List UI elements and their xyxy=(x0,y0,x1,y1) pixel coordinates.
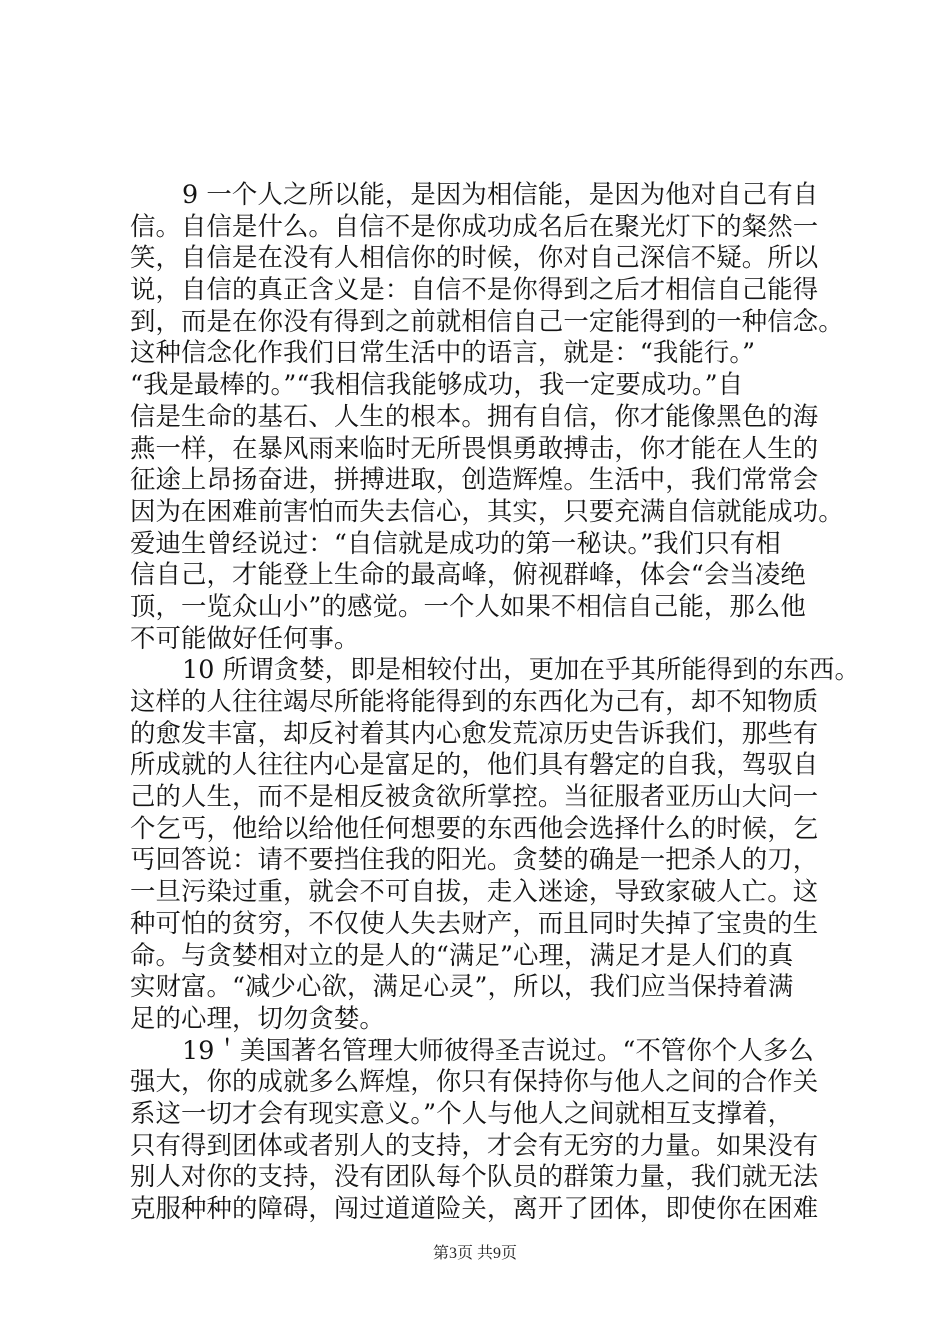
text-line: 不可能做好任何事。 xyxy=(130,622,360,653)
body-text xyxy=(130,179,910,1225)
text-line: 到，而是在你没有得到之前就相信自己一定能得到的一种信念。 xyxy=(130,305,844,336)
paragraph-greed xyxy=(130,654,910,1034)
text-line: 只有得到团体或者别人的支持，才会有无穷的力量。如果没有 xyxy=(130,1129,819,1160)
text-line: 的愈发丰富，却反衬着其内心愈发荒凉历史告诉我们，那些有 xyxy=(130,717,819,748)
text-line: 这种信念化作我们日常生活中的语言，就是：“我能行。” xyxy=(130,337,756,368)
text-line: 克服种种的障碍，闯过道道险关，离开了团体，即使你在困难 xyxy=(130,1193,819,1223)
text-line: 19＇美国著名管理大师彼得圣吉说过。“不管你个人多么 xyxy=(182,1034,814,1065)
text-line: 别人对你的支持，没有团队每个队员的群策力量，我们就无法 xyxy=(130,1161,819,1192)
page-number-footer: 第3页 共9页 xyxy=(432,1245,517,1262)
text-line: 因为在困难前害怕而失去信心，其实，只要充满自信就能成功。 xyxy=(130,495,844,526)
paragraph-confidence xyxy=(130,179,910,654)
text-line: 10 所谓贪婪，即是相较付出，更加在乎其所能得到的东西。 xyxy=(182,654,860,685)
text-line: 说，自信的真正含义是：自信不是你得到之后才相信自己能得 xyxy=(130,274,819,305)
paragraph-teamwork xyxy=(130,1035,910,1225)
text-line: 种可怕的贫穷，不仅使人失去财产，而且同时失掉了宝贵的生 xyxy=(130,907,819,938)
text-line: 个乞丐，他给以给他任何想要的东西他会选择什么的时候，乞 xyxy=(130,812,819,843)
text-line: 信自己，才能登上生命的最高峰，俯视群峰，体会“会当凌绝 xyxy=(130,559,806,590)
text-line: 燕一样，在暴风雨来临时无所畏惧勇敢搏击，你才能在人生的 xyxy=(130,432,819,463)
text-line: 强大，你的成就多么辉煌，你只有保持你与他人之间的合作关 xyxy=(130,1066,819,1097)
text-line: 这样的人往往竭尽所能将能得到的东西化为己有，却不知物质 xyxy=(130,686,819,716)
text-line: 系这一切才会有现实意义。”个人与他人之间就相互支撑着， xyxy=(130,1097,794,1128)
text-line: 信是生命的基石、人生的根本。拥有自信，你才能像黑色的海 xyxy=(130,400,819,431)
text-line: 足的心理，切勿贪婪。 xyxy=(130,1002,385,1033)
text-line: 顶，一览众山小”的感觉。一个人如果不相信自己能，那么他 xyxy=(130,590,806,621)
text-line: 信。自信是什么。自信不是你成功成名后在聚光灯下的粲然一 xyxy=(130,210,819,241)
text-line: 己的人生，而不是相反被贪欲所掌控。当征服者亚历山大问一 xyxy=(130,781,819,812)
text-line: “我是最棒的。”“我相信我能够成功，我一定要成功。”自 xyxy=(130,369,744,400)
text-line: 9 一个人之所以能，是因为相信能，是因为他对自己有自 xyxy=(182,179,819,209)
text-line: 丐回答说：请不要挡住我的阳光。贪婪的确是一把杀人的刀， xyxy=(130,844,819,875)
text-line: 命。与贪婪相对立的是人的“满足”心理，满足才是人们的真 xyxy=(130,939,794,970)
text-line: 所成就的人往往内心是富足的，他们具有磐定的自我，驾驭自 xyxy=(130,749,819,780)
text-line: 征途上昂扬奋进，拼搏进取，创造辉煌。生活中，我们常常会 xyxy=(130,464,819,495)
text-line: 实财富。“减少心欲，满足心灵”，所以，我们应当保持着满 xyxy=(130,971,794,1002)
text-line: 笑，自信是在没有人相信你的时候，你对自己深信不疑。所以 xyxy=(130,242,819,273)
text-line: 一旦污染过重，就会不可自拔，走入迷途，导致家破人亡。这 xyxy=(130,876,819,907)
text-line: 爱迪生曾经说过：“自信就是成功的第一秘诀。”我们只有相 xyxy=(130,527,781,558)
